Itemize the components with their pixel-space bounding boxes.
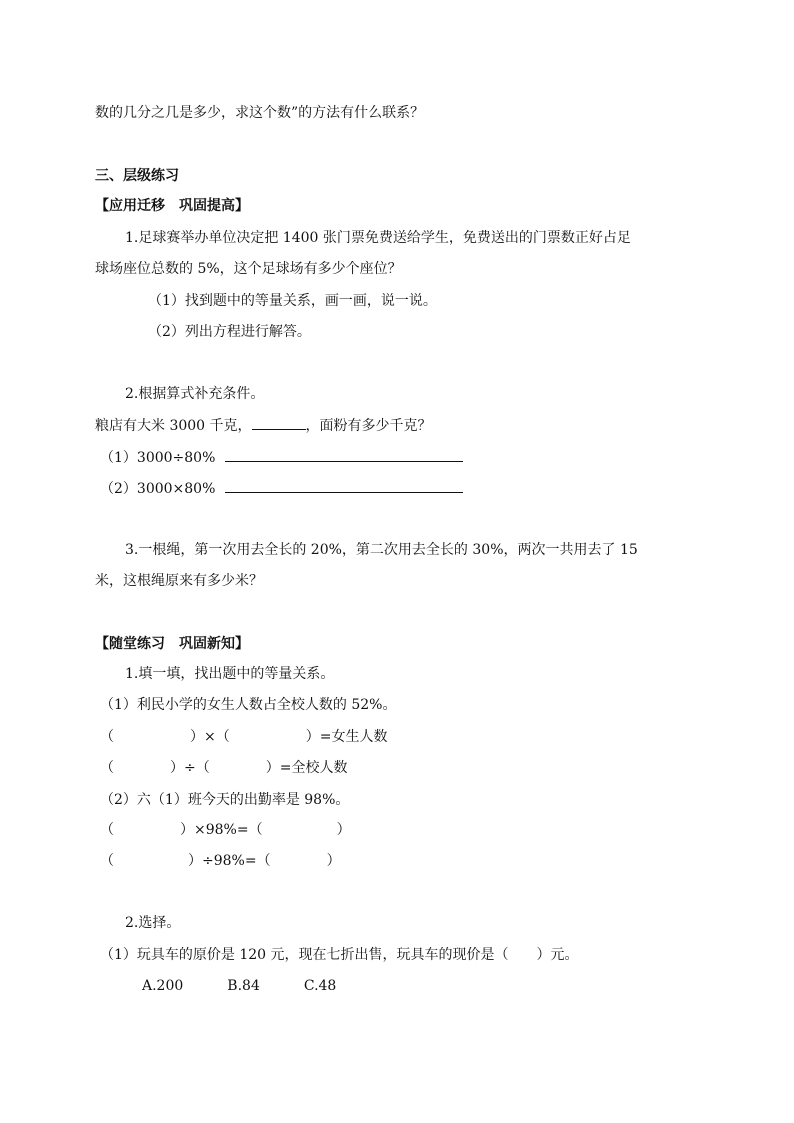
paren-op: ）÷（ <box>170 760 210 776</box>
q1-line1: 1.足球赛举办单位决定把 1400 张门票免费送给学生，免费送出的门票数正好占足 <box>125 230 631 246</box>
b2-q1-p1-row2 <box>100 758 347 778</box>
paren-op: ）×（ <box>190 729 230 745</box>
q1-sub2: （2）列出方程进行解答。 <box>148 324 311 340</box>
option-a[interactable]: A.200 <box>142 978 184 994</box>
q2-stem <box>95 415 432 436</box>
paren-close: ） <box>326 853 341 869</box>
q2-option2-label: （2）3000×80% <box>100 481 216 497</box>
paren-result: ）=全校人数 <box>265 760 348 776</box>
q2-option1 <box>100 447 463 468</box>
paren-open: （ <box>100 729 114 745</box>
q2-title: 2.根据算式补充条件。 <box>125 386 265 402</box>
paren-open: （ <box>100 760 114 776</box>
paren-op: ）÷98%=（ <box>188 853 271 869</box>
q2-option1-blank[interactable] <box>225 447 463 462</box>
q1-line2: 球场座位总数的 5%，这个足球场有多少个座位？ <box>95 261 402 277</box>
b2-q1-p2-row1 <box>100 820 351 840</box>
paren-result: ）=女生人数 <box>305 729 388 745</box>
block-title-application: 【应用迁移 巩固提高】 <box>95 198 249 214</box>
q3-line2: 米，这根绳原来有多少米？ <box>95 573 263 589</box>
paren-open: （ <box>100 822 114 838</box>
b2-q1-title: 1.填一填，找出题中的等量关系。 <box>125 666 335 682</box>
b2-q1-p2: （2）六（1）班今天的出勤率是 98%。 <box>100 792 350 808</box>
b2-q2-options <box>142 976 336 996</box>
q2-option2 <box>100 478 463 499</box>
option-b[interactable]: B.84 <box>227 978 260 994</box>
q2-stem-before: 粮店有大米 3000 千克， <box>95 418 252 434</box>
b2-q1-p2-row2 <box>100 851 341 871</box>
b2-q2-title: 2.选择。 <box>125 915 181 931</box>
option-c[interactable]: C.48 <box>303 978 337 994</box>
b2-q2-p1-after: ）元。 <box>536 947 579 963</box>
b2-q2-p1-before: （1）玩具车的原价是 120 元，现在七折出售，玩具车的现价是（ <box>100 947 509 963</box>
intro-continuation: 数的几分之几是多少，求这个数”的方法有什么联系？ <box>95 105 425 121</box>
b2-q1-p1-row1 <box>100 727 387 747</box>
q2-option1-label: （1）3000÷80% <box>100 450 216 466</box>
section-heading: 三、层级练习 <box>95 168 179 184</box>
paren-open: （ <box>100 853 114 869</box>
b2-q1-p1: （1）利民小学的女生人数占全校人数的 52%。 <box>100 697 397 713</box>
paren-close: ） <box>336 822 351 838</box>
q1-sub1: （1）找到题中的等量关系，画一画，说一说。 <box>148 293 437 309</box>
block-title-practice: 【随堂练习 巩固新知】 <box>95 636 249 652</box>
q3-line1: 3.一根绳，第一次用去全长的 20%，第二次用去全长的 30%，两次一共用去了 15 <box>125 542 638 558</box>
b2-q2-p1 <box>100 945 579 965</box>
q2-condition-blank[interactable] <box>252 415 306 430</box>
paren-op: ）×98%=（ <box>180 822 263 838</box>
q2-option2-blank[interactable] <box>225 478 463 493</box>
q2-stem-after: ，面粉有多少千克？ <box>305 418 432 434</box>
